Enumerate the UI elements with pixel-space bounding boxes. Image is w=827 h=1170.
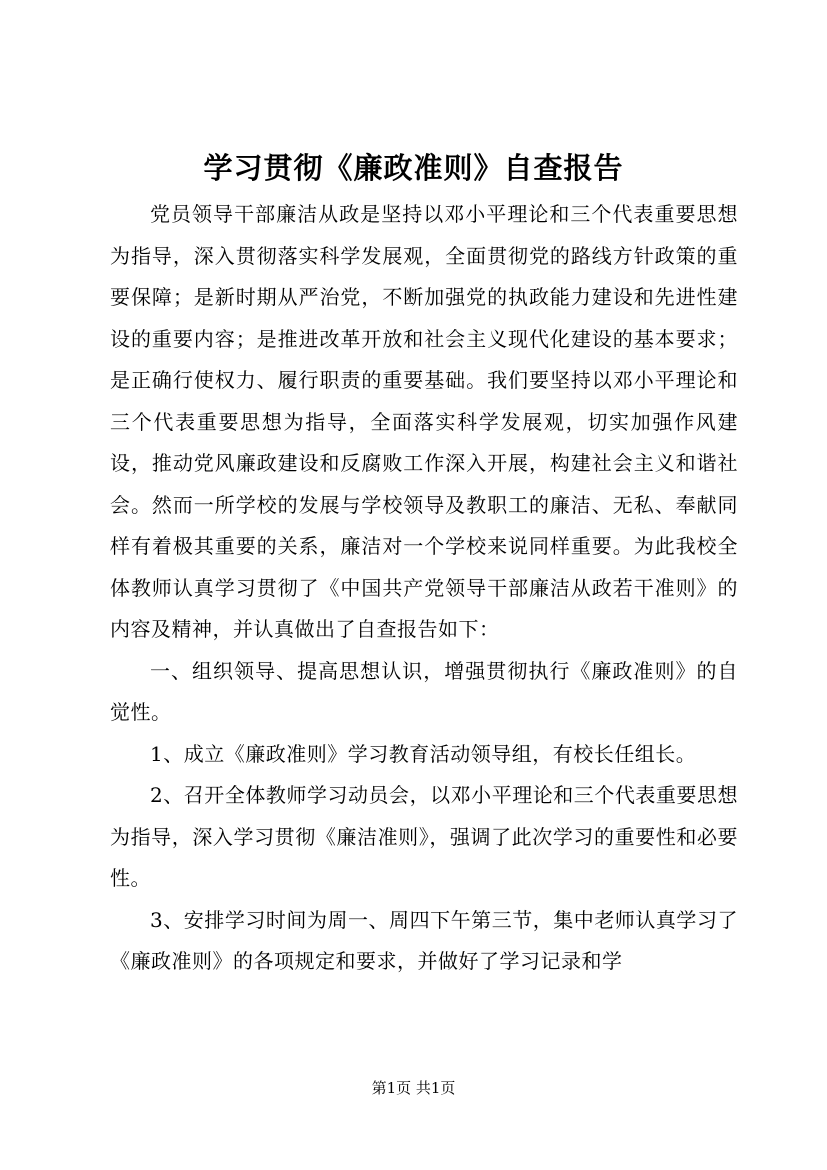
paragraph-item-3: 3、安排学习时间为周一、周四下午第三节，集中老师认真学习了《廉政准则》的各项规定和要求，并做好了学习记录和学 (110, 907, 738, 973)
page-footer: 第1页 共1页 (371, 1079, 456, 1097)
paragraph-section-heading: 一、组织领导、提高思想认识，增强贯彻执行《廉政准则》的自觉性。 (110, 658, 738, 724)
document-title: 学习贯彻《廉政准则》自查报告 (203, 151, 624, 185)
document-body (110, 194, 738, 983)
paragraph-item-2: 2、召开全体教师学习动员会，以邓小平理论和三个代表重要思想为指导，深入学习贯彻《廉洁准则》，强调了此次学习的重要性和必要性。 (110, 783, 738, 890)
paragraph-item-1: 1、成立《廉政准则》学习教育活动领导组，有校长任组长。 (150, 741, 697, 766)
paragraph-intro: 党员领导干部廉洁从政是坚持以邓小平理论和三个代表重要思想为指导，深入贯彻落实科学发展观，全面贯彻党的路线方针政策的重要保障；是新时期从严治党，不断加强党的执政能力建设和先进性建设的重要内容；是推进改革开放和社会主义现代化建设的基本要求；是正确行使权力、履行职责的重要基础。我们要坚持以邓小平理论和三个代表重要思想为指导，全面落实科学发展观，切实加强作风建设，推动党风廉政建设和反腐败工作深入开展，构建社会主义和谐社会。然而一所学校的发展与学校领导及教职工的廉洁、无私、奉献同样有着极其重要的关系，廉洁对一个学校来说同样重要。为此我校全体教师认真学习贯彻了《中国共产党领导干部廉洁从政若干准则》的内容及精神，并认真做出了自查报告如下： (110, 202, 738, 641)
